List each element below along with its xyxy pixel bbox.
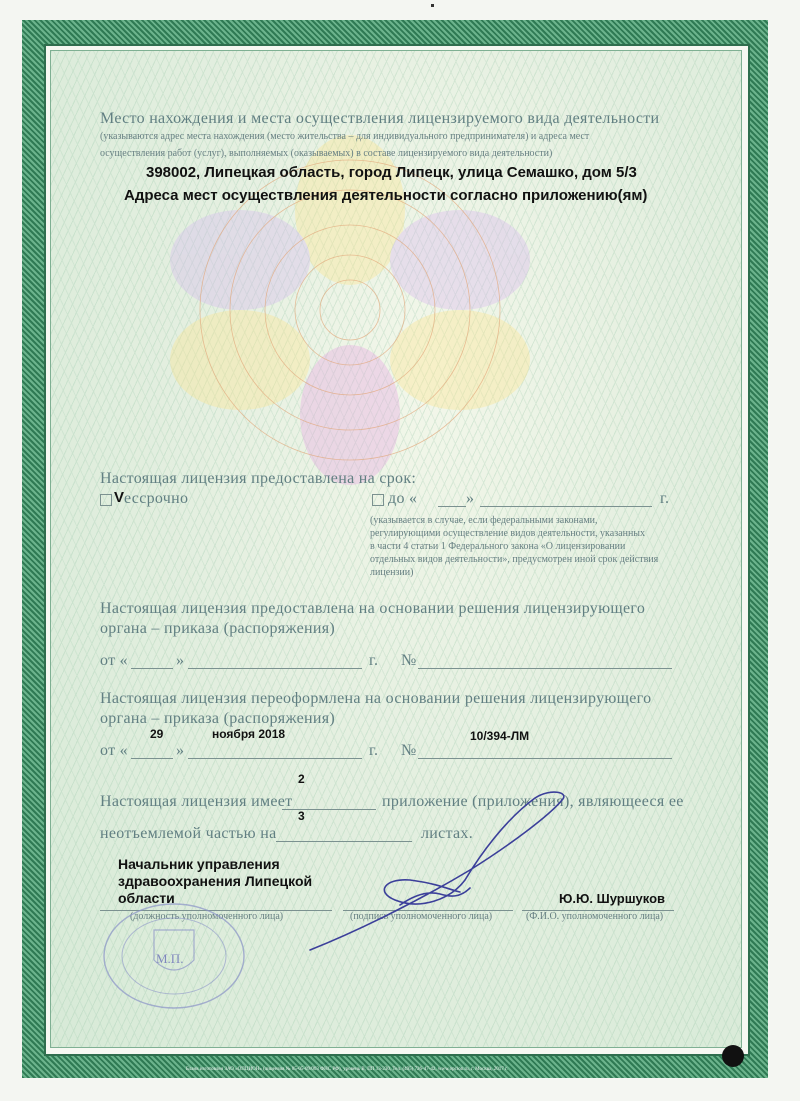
granted-line-2: органа – приказа (распоряжения) <box>100 620 336 637</box>
reissued-order-number: 10/394-ЛМ <box>470 729 530 743</box>
until-day-line <box>438 506 466 507</box>
granted-number-line <box>418 668 672 669</box>
appendix-count: 2 <box>298 772 305 786</box>
indefinite-checkbox[interactable] <box>100 494 112 506</box>
header-line-2: (указываются адрес места нахождения (место жительства – для индивидуального предпринимателя) и адреса мест <box>100 131 590 142</box>
appendix-line-1b: приложение (приложения), являющееся ее <box>382 793 684 810</box>
reissued-month-line <box>188 758 362 759</box>
addresses-note: Адреса мест осуществления деятельности согласно приложению(ям) <box>124 187 648 204</box>
term-note-3: в части 4 статьи 1 Федерального закона «О лицензировании <box>370 541 626 552</box>
until-checkbox[interactable] <box>372 494 384 506</box>
term-note-2: регулирующими осуществление видов деятельности, указанных <box>370 528 646 539</box>
granted-month-line <box>188 668 362 669</box>
until-date-line <box>480 506 652 507</box>
reissued-number-sign: № <box>401 742 417 759</box>
term-heading: Настоящая лицензия предоставлена на срок: <box>100 470 417 487</box>
position-line-2: здравоохранения Липецкой <box>118 873 313 889</box>
term-note-1: (указывается в случае, если федеральными законами, <box>370 515 598 526</box>
punch-hole <box>722 1045 744 1067</box>
reissued-number-line <box>418 758 672 759</box>
caption-name: (Ф.И.О. уполномоченного лица) <box>526 911 664 922</box>
stamp-label: М.П. <box>156 951 184 966</box>
granted-close-quote: » <box>176 652 185 669</box>
reissued-day: 29 <box>150 727 164 741</box>
scan-speck <box>431 4 434 7</box>
appendix-line-1a: Настоящая лицензия имеет <box>100 793 293 810</box>
license-address: 398002, Липецкая область, город Липецк, улица Семашко, дом 5/3 <box>146 164 637 181</box>
checkbox-mark: V <box>114 489 125 506</box>
position-line-1: Начальник управления <box>118 856 280 872</box>
caption-position: (должность уполномоченного лица) <box>130 911 284 922</box>
appendix-line-2b: листах. <box>421 825 474 842</box>
signatory-name: Ю.Ю. Шуршуков <box>559 891 666 906</box>
position-line-3: области <box>118 890 175 906</box>
handwritten-signature <box>300 780 570 960</box>
indefinite-label: ессрочно <box>124 490 189 507</box>
granted-from: от « <box>100 652 128 669</box>
reissued-day-line <box>131 758 173 759</box>
print-info: Бланк изготовлен ЗАО «ОПЦИОН» (лицензия № 05-05-09/003 ФНС РФ), уровень В, ПП 13-230, Тел. (495) 726-47-42, www.opcion.ru, г. Москва, 2017 г. <box>186 1067 508 1072</box>
granted-day-line <box>131 668 173 669</box>
reissued-line-1: Настоящая лицензия переоформлена на основании решения лицензирующего <box>100 690 652 707</box>
header-line-3: осуществления работ (услуг), выполняемых (оказываемых) в составе лицензируемого вида деятельности) <box>100 148 553 159</box>
granted-line-1: Настоящая лицензия предоставлена на основании решения лицензирующего <box>100 600 646 617</box>
reissued-from: от « <box>100 742 128 759</box>
appendix-line-2a: неотъемлемой частью на <box>100 825 277 842</box>
reissued-month-year: ноября 2018 <box>212 727 286 741</box>
reissued-close-quote: » <box>176 742 185 759</box>
until-close-quote: » <box>466 490 475 507</box>
term-note-4: отдельных видов деятельности», предусмотрен иной срок действия <box>370 554 659 565</box>
until-year-suffix: г. <box>660 490 670 507</box>
reissued-year: г. <box>369 742 379 759</box>
rosette-watermark <box>140 130 560 490</box>
granted-year: г. <box>369 652 379 669</box>
reissued-line-2: органа – приказа (распоряжения) <box>100 710 336 727</box>
header-line-1: Место нахождения и места осуществления лицензируемого вида деятельности <box>100 110 660 127</box>
granted-number-sign: № <box>401 652 417 669</box>
caption-signature: (подпись уполномоченного лица) <box>350 911 493 922</box>
until-label: до « <box>388 490 418 507</box>
term-note-5: лицензии) <box>370 567 414 578</box>
appendix-sheets: 3 <box>298 809 305 823</box>
